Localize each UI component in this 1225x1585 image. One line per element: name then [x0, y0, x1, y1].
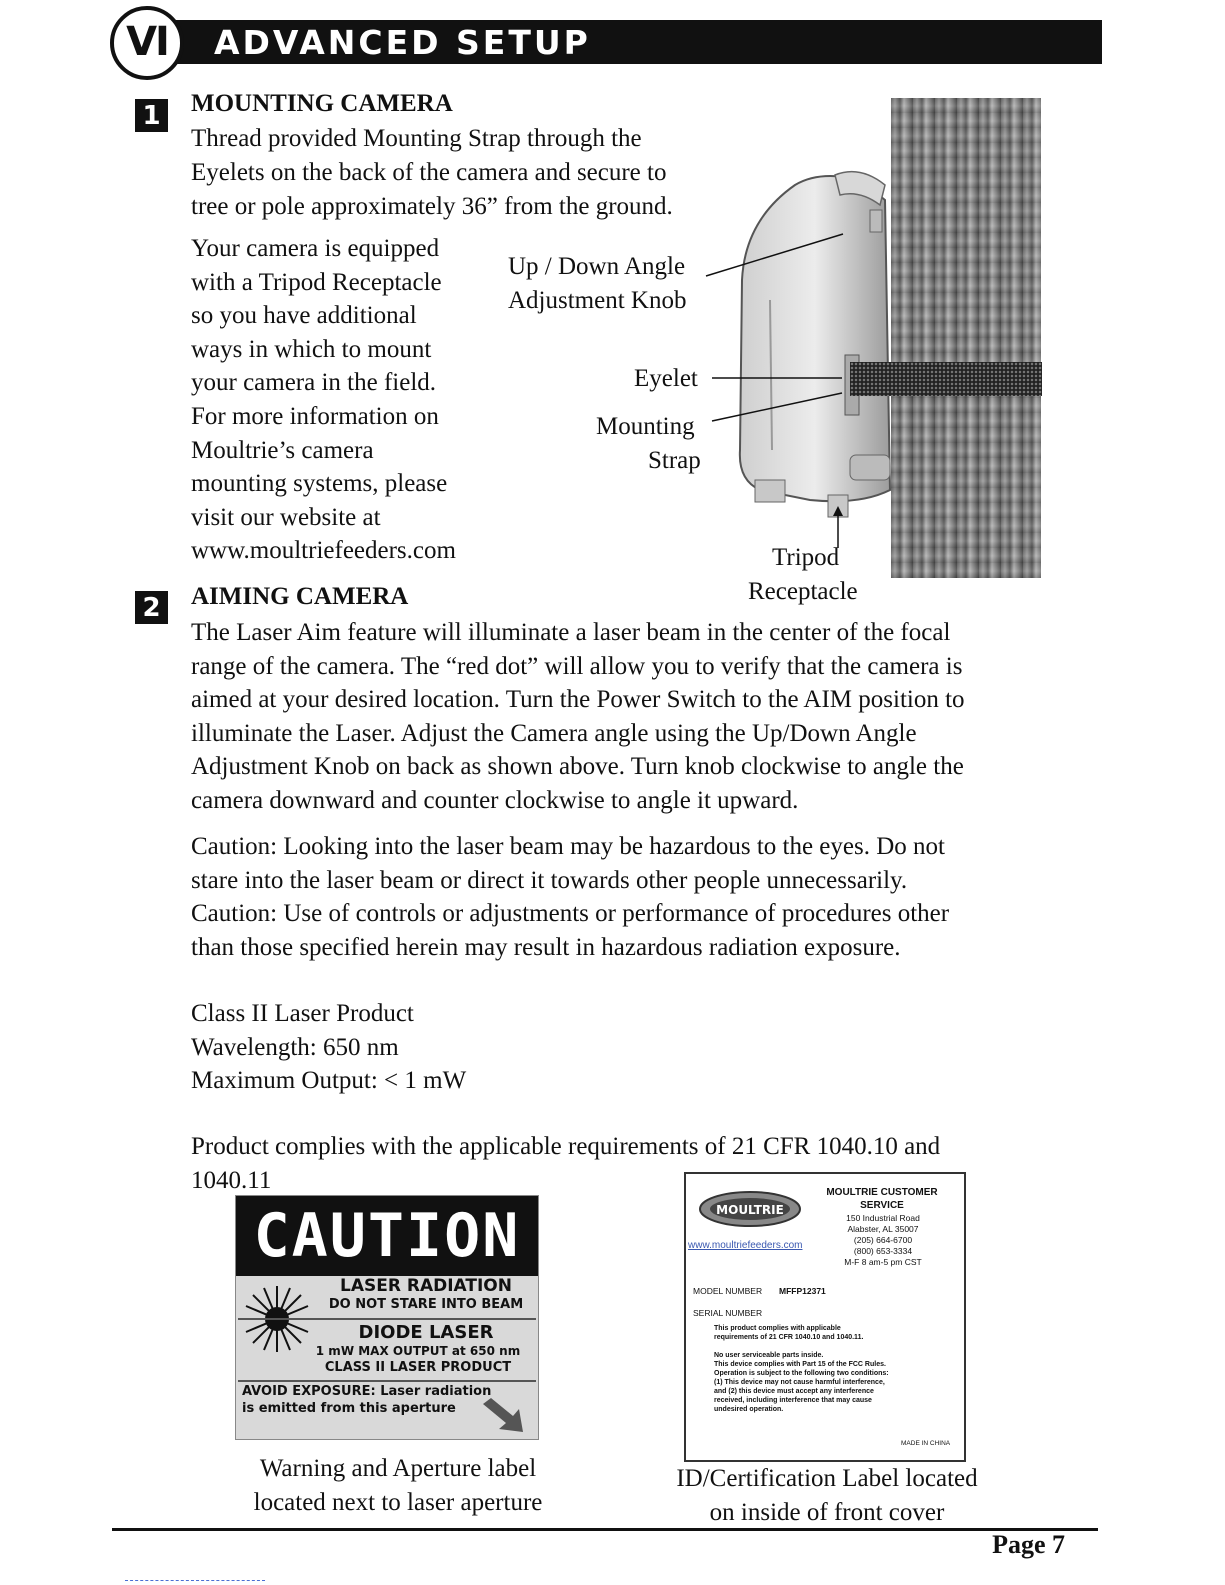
aiming-instructions: The Laser Aim feature will illuminate a laser beam in the center of the focal range of the camera. The “red dot” will allow you to verify that the camera is aimed at your desired location. Turn the Power Switch to the AIM position to illuminate the Laser. Adjust the Camera angle using the Up/Down Angle Adjustment Knob on back as shown above. Turn knob clockwise to angle the camera downward and counter clockwise to angle it upward.: [191, 619, 965, 814]
tripod-label: Receptacle: [748, 578, 858, 605]
strap-label: Strap: [648, 447, 701, 474]
made-in-text: MADE IN CHINA: [901, 1440, 951, 1447]
page-title: ADVANCED SETUP: [214, 23, 591, 62]
footer-dashed-mark: [125, 1580, 265, 1582]
footer-rule: [112, 1528, 1098, 1531]
knob-label: Adjustment Knob: [508, 287, 687, 314]
section-1-intro-line: tree or pole approximately 36” from the ground.: [191, 193, 673, 220]
leader-lines: [0, 0, 1225, 600]
section-numeral-badge: VI: [110, 6, 184, 80]
step-2-badge: 2: [135, 591, 168, 624]
caution-warning-label: [235, 1195, 539, 1440]
page-number: Page 7: [992, 1530, 1065, 1559]
compliance-fine-print: This product complies with applicable requirements of 21 CFR 1040.10 and 1040.11. No user serviceable parts inside. This device complies with Part 15 of the FCC Rules. Operation is subject to the following two conditions: (1) This device may not cause harmful interference, and (2) this device must accept any interference received, including interference that may cause undesired operation.: [714, 1325, 889, 1413]
label-diode-laser: DIODE LASER: [358, 1322, 494, 1343]
label-max-output: 1 mW MAX OUTPUT at 650 nm: [315, 1344, 521, 1358]
id-label-caption: ID/Certification Label located on inside of front cover: [676, 1465, 978, 1526]
eyelet-label: Eyelet: [634, 365, 698, 392]
label-do-not-stare: DO NOT STARE INTO BEAM: [328, 1297, 524, 1312]
tripod-info-text: Your camera is equipped with a Tripod Receptacle so you have additional ways in which to mount your camera in the field. For more information on Moultrie’s camera mounting systems, please visit our website at www.moultriefeeders.com: [191, 235, 456, 565]
section-1-heading: MOUNTING CAMERA: [191, 90, 453, 117]
compliance-text: Product complies with the applicable requirements of 21 CFR 1040.10 and 1040.11: [191, 1133, 941, 1194]
section-2-heading: AIMING CAMERA: [191, 583, 409, 610]
label-aperture: is emitted from this aperture: [242, 1401, 456, 1416]
laser-caution-text: Caution: Looking into the laser beam may be hazardous to the eyes. Do not stare into the laser beam or direct it towards other people unnecessarily. Caution: Use of controls or adjustments or performance of procedures other than those specified herein may result in hazardous radiation exposure.: [191, 833, 950, 961]
strap-label: Mounting: [596, 413, 695, 440]
website-link: www.moultriefeeders.com: [688, 1240, 803, 1251]
caution-title: CAUTION: [236, 1196, 538, 1276]
label-class-ii: CLASS II LASER PRODUCT: [324, 1360, 512, 1375]
service-address: 150 Industrial Road Alabster, AL 35007 (205) 664-6700 (800) 653-3334 M-F 8 am-5 pm CST: [844, 1213, 922, 1267]
serial-number-label: SERIAL NUMBER: [693, 1308, 763, 1318]
step-1-badge: 1: [135, 99, 168, 132]
model-number-value: MFFP12371: [779, 1286, 826, 1296]
model-number-label: MODEL NUMBER: [693, 1286, 763, 1296]
customer-service-title: MOULTRIE CUSTOMER SERVICE: [826, 1187, 938, 1211]
aperture-arrow-icon: [481, 1396, 531, 1436]
svg-text:MOULTRIE: MOULTRIE: [716, 1203, 784, 1217]
knob-label: Up / Down Angle: [508, 253, 686, 280]
laser-specs: Class II Laser Product Wavelength: 650 nm Maximum Output: < 1 mW: [191, 1000, 467, 1095]
caution-label-caption: Warning and Aperture label located next to laser aperture: [253, 1455, 543, 1516]
label-avoid-exposure: AVOID EXPOSURE: Laser radiation: [242, 1384, 492, 1399]
section-1-intro-line: Thread provided Mounting Strap through the: [191, 125, 642, 152]
label-laser-radiation: LASER RADIATION: [340, 1276, 512, 1296]
id-certification-label: [684, 1172, 966, 1462]
section-1-intro-line: Eyelets on the back of the camera and secure to: [191, 159, 667, 186]
tripod-label: Tripod: [772, 544, 840, 571]
moultrie-logo: [698, 1190, 802, 1228]
